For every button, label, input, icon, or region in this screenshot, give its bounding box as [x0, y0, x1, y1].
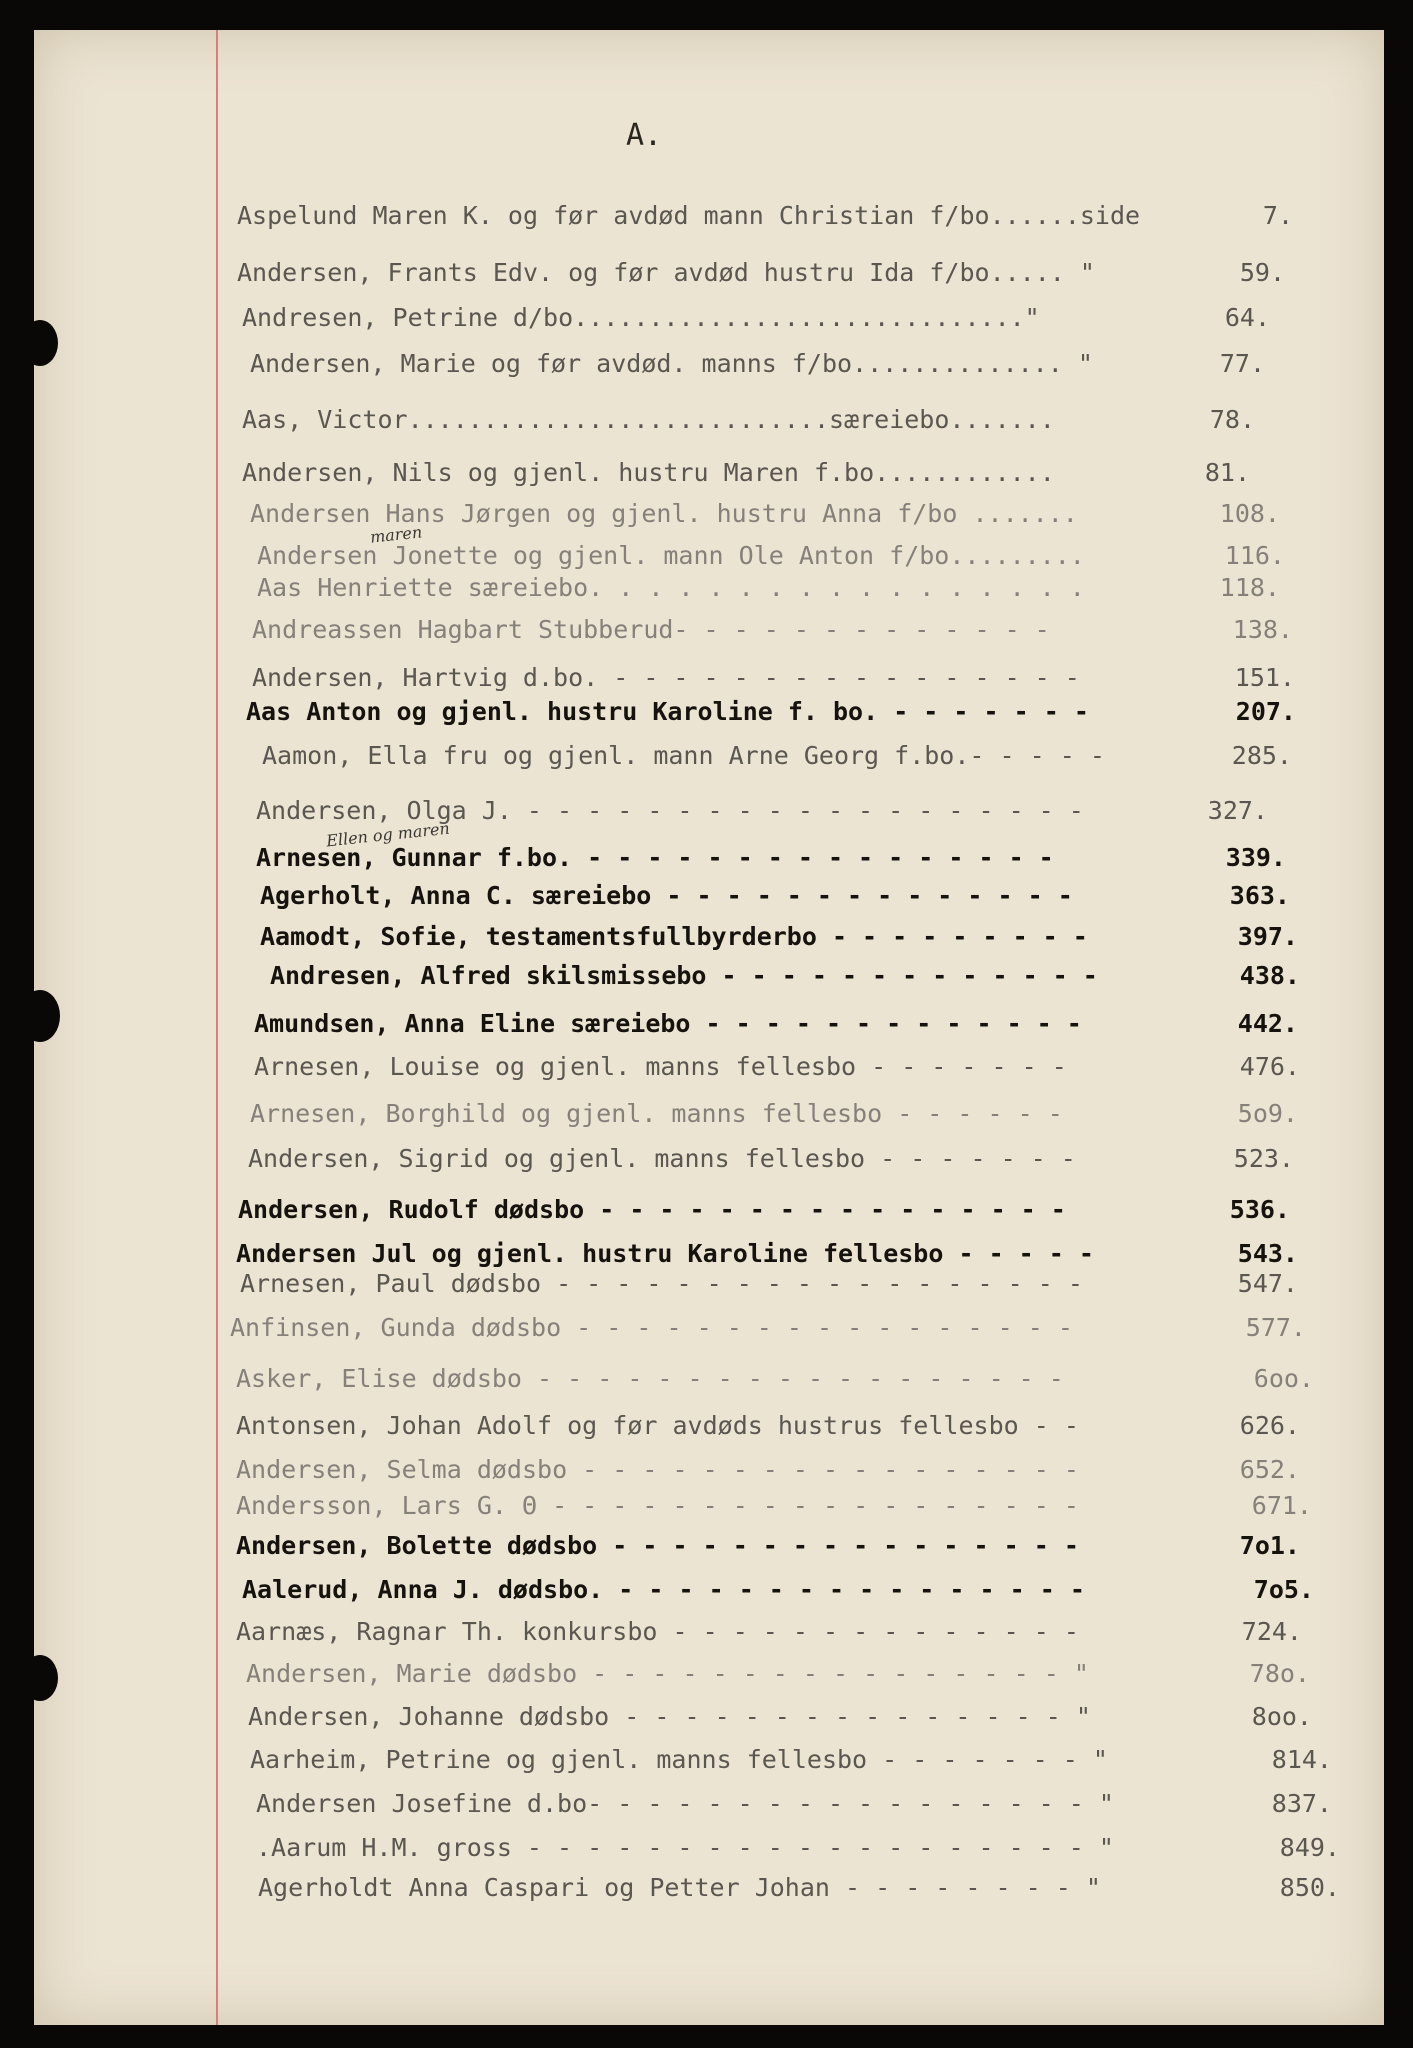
entry-page: 814.: [1271, 1745, 1332, 1774]
entry-name: Arnesen, Gunnar f.bo. - - - - - - - - - - - - - - - -: [256, 843, 1054, 872]
entry-name: Amundsen, Anna Eline særeiebo - - - - - - - - - - - - -: [254, 1009, 1082, 1038]
index-entry: [0, 1192, 1290, 1228]
entry-page: 547.: [1237, 1269, 1298, 1298]
index-entry: [0, 1310, 1306, 1346]
entry-page: 536.: [1229, 1195, 1290, 1224]
index-entry: [0, 1786, 1332, 1822]
entry-name: Andersen, Bolette dødsbo - - - - - - - - - - - - - - - -: [236, 1531, 1079, 1560]
entry-name: Andersen Jul og gjenl. hustru Karoline fellesbo - - - - -: [236, 1239, 1094, 1268]
entry-name: Andersen Jonette og gjenl. mann Ole Anton f/bo.........: [257, 541, 1085, 570]
entry-name: Andresen, Petrine d/bo..............................": [242, 303, 1040, 332]
entry-name: Anfinsen, Gunda dødsbo - - - - - - - - - - - - - - - - -: [230, 1313, 1073, 1342]
entry-page: 7o1.: [1239, 1531, 1300, 1560]
entry-page: 523.: [1233, 1144, 1294, 1173]
entry-page: 64.: [1224, 303, 1270, 332]
index-entry: [0, 1830, 1340, 1866]
entry-name: Andersen, Marie og før avdød. manns f/bo.............. ": [250, 349, 1093, 378]
entry-name: Andreassen Hagbart Stubberud- - - - - - - - - - - - -: [252, 615, 1050, 644]
index-entry: [0, 538, 1285, 574]
entry-page: 151.: [1234, 663, 1295, 692]
index-entry: [0, 1572, 1314, 1608]
entry-name: Andresen, Alfred skilsmissebo - - - - - - - - - - - - -: [270, 961, 1098, 990]
index-entry: [0, 1266, 1298, 1302]
entry-name: Aas Henriette særeiebo. . . . . . . . . . . . . . . . .: [257, 573, 1085, 602]
entry-page: 397.: [1237, 922, 1298, 951]
entry-name: Andersen, Rudolf dødsbo - - - - - - - - - - - - - - - -: [238, 1195, 1066, 1224]
entry-name: Aamon, Ella fru og gjenl. mann Arne Georg f.bo.- - - - -: [262, 741, 1105, 770]
entry-page: 476.: [1239, 1052, 1300, 1081]
entry-name: Andersen, Frants Edv. og før avdød hustru Ida f/bo..... ": [237, 258, 1095, 287]
index-entry: [0, 1141, 1294, 1177]
entry-name: Aas Anton og gjenl. hustru Karoline f. bo. - - - - - - -: [246, 697, 1089, 726]
entry-name: Andersen, Sigrid og gjenl. manns fellesbo - - - - - - -: [248, 1144, 1076, 1173]
entry-page: 438.: [1239, 961, 1300, 990]
entry-name: Andersson, Lars G. Θ - - - - - - - - - - - - - - - - - -: [236, 1491, 1079, 1520]
section-letter-heading: A.: [626, 118, 663, 153]
index-entry: [0, 919, 1298, 955]
entry-name: Aarheim, Petrine og gjenl. manns fellesbo - - - - - - - ": [250, 1745, 1108, 1774]
entry-page: 285.: [1231, 741, 1292, 770]
entry-page: 5o9.: [1237, 1099, 1298, 1128]
index-entry: [0, 1614, 1302, 1650]
entry-name: Aspelund Maren K. og før avdød mann Christian f/bo......side: [237, 201, 1141, 230]
handwritten-annotation: maren: [369, 522, 423, 547]
index-entry: [0, 1870, 1340, 1906]
entry-page: 108.: [1219, 499, 1280, 528]
entry-name: Aalerud, Anna J. dødsbo. - - - - - - - - - - - - - - - -: [242, 1575, 1085, 1604]
entry-page: 849.: [1279, 1833, 1340, 1862]
entry-name: Andersen, Selma dødsbo - - - - - - - - - - - - - - - - -: [236, 1455, 1079, 1484]
index-entry: [0, 346, 1265, 382]
entry-page: 7o5.: [1253, 1575, 1314, 1604]
index-entry: [0, 1452, 1300, 1488]
index-entry: [0, 1699, 1312, 1735]
entry-name: Agerholt, Anna C. særeiebo - - - - - - - - - - - - - -: [260, 881, 1073, 910]
entry-page: 7.: [1262, 201, 1293, 230]
entry-name: Andersen Hans Jørgen og gjenl. hustru Anna f/bo .......: [250, 499, 1078, 528]
entry-page: 577.: [1245, 1313, 1306, 1342]
entry-name: Andersen, Olga J. - - - - - - - - - - - - - - - - - - -: [256, 796, 1084, 825]
entry-name: Asker, Elise dødsbo - - - - - - - - - - - - - - - - - -: [236, 1364, 1064, 1393]
entry-name: Agerholdt Anna Caspari og Petter Johan - - - - - - - - ": [258, 1873, 1101, 1902]
entry-page: 363.: [1229, 881, 1290, 910]
entry-name: Aas, Victor............................særeiebo.......: [242, 405, 1055, 434]
index-entry: [0, 198, 1293, 234]
entry-name: Andersen, Marie dødsbo - - - - - - - - - - - - - - - - ": [246, 1659, 1089, 1688]
entry-page: 138.: [1232, 615, 1293, 644]
entry-page: 671.: [1251, 1491, 1312, 1520]
index-entry: [0, 1408, 1300, 1444]
entry-name: Andersen Josefine d.bo- - - - - - - - - - - - - - - - - ": [256, 1789, 1114, 1818]
index-entry: [0, 402, 1255, 438]
index-entry: [0, 878, 1290, 914]
index-entry: [0, 1742, 1332, 1778]
index-entry: [0, 612, 1293, 648]
index-entry: [0, 455, 1250, 491]
entry-name: .Aarum H.M. gross - - - - - - - - - - - - - - - - - - - ": [256, 1833, 1114, 1862]
entry-name: Aamodt, Sofie, testamentsfullbyrderbo - - - - - - - - -: [260, 922, 1088, 951]
entry-page: 339.: [1225, 843, 1286, 872]
entry-name: Arnesen, Borghild og gjenl. manns fellesbo - - - - - -: [250, 1099, 1063, 1128]
index-entry: [0, 1528, 1300, 1564]
entry-page: 78.: [1209, 405, 1255, 434]
index-entry: [0, 1006, 1298, 1042]
index-entry: [0, 1096, 1298, 1132]
entry-page: 81.: [1204, 458, 1250, 487]
entry-name: Antonsen, Johan Adolf og før avdøds hustrus fellesbo - -: [236, 1411, 1079, 1440]
index-entry: [0, 1656, 1310, 1692]
handwritten-annotation: Ellen og maren: [325, 818, 451, 851]
entry-page: 8oo.: [1251, 1702, 1312, 1731]
index-entry: [0, 1049, 1300, 1085]
entry-page: 543.: [1237, 1239, 1298, 1268]
entry-name: Arnesen, Paul dødsbo - - - - - - - - - - - - - - - - - -: [240, 1269, 1083, 1298]
index-entry: [0, 958, 1300, 994]
entry-page: 327.: [1207, 796, 1268, 825]
entry-name: Andersen, Hartvig d.bo. - - - - - - - - - - - - - - - -: [252, 663, 1080, 692]
entry-page: 6oo.: [1253, 1364, 1314, 1393]
index-entry: [0, 496, 1280, 532]
entry-page: 850.: [1279, 1873, 1340, 1902]
entry-page: 78o.: [1249, 1659, 1310, 1688]
entry-page: 207.: [1235, 697, 1296, 726]
index-entry: [0, 255, 1285, 291]
entry-name: Arnesen, Louise og gjenl. manns fellesbo - - - - - - -: [254, 1052, 1067, 1081]
index-entry: [0, 1361, 1314, 1397]
index-entry: [0, 570, 1280, 606]
entry-page: 442.: [1237, 1009, 1298, 1038]
index-entry: [0, 793, 1268, 829]
entry-page: 116.: [1224, 541, 1285, 570]
index-entry: [0, 1488, 1312, 1524]
index-entry: [0, 694, 1296, 730]
index-entry: [0, 660, 1295, 696]
index-entry: [0, 840, 1286, 876]
entry-page: 59.: [1239, 258, 1285, 287]
entry-page: 724.: [1241, 1617, 1302, 1646]
entry-name: Andersen, Nils og gjenl. hustru Maren f.bo............: [242, 458, 1055, 487]
entry-page: 118.: [1219, 573, 1280, 602]
index-entry: [0, 300, 1270, 336]
entry-name: Aarnæs, Ragnar Th. konkursbo - - - - - - - - - - - - - -: [236, 1617, 1079, 1646]
entry-page: 837.: [1271, 1789, 1332, 1818]
entry-name: Andersen, Johanne dødsbo - - - - - - - - - - - - - - - ": [248, 1702, 1091, 1731]
index-entry: [0, 738, 1292, 774]
entry-page: 77.: [1219, 349, 1265, 378]
entry-page: 626.: [1239, 1411, 1300, 1440]
entry-page: 652.: [1239, 1455, 1300, 1484]
